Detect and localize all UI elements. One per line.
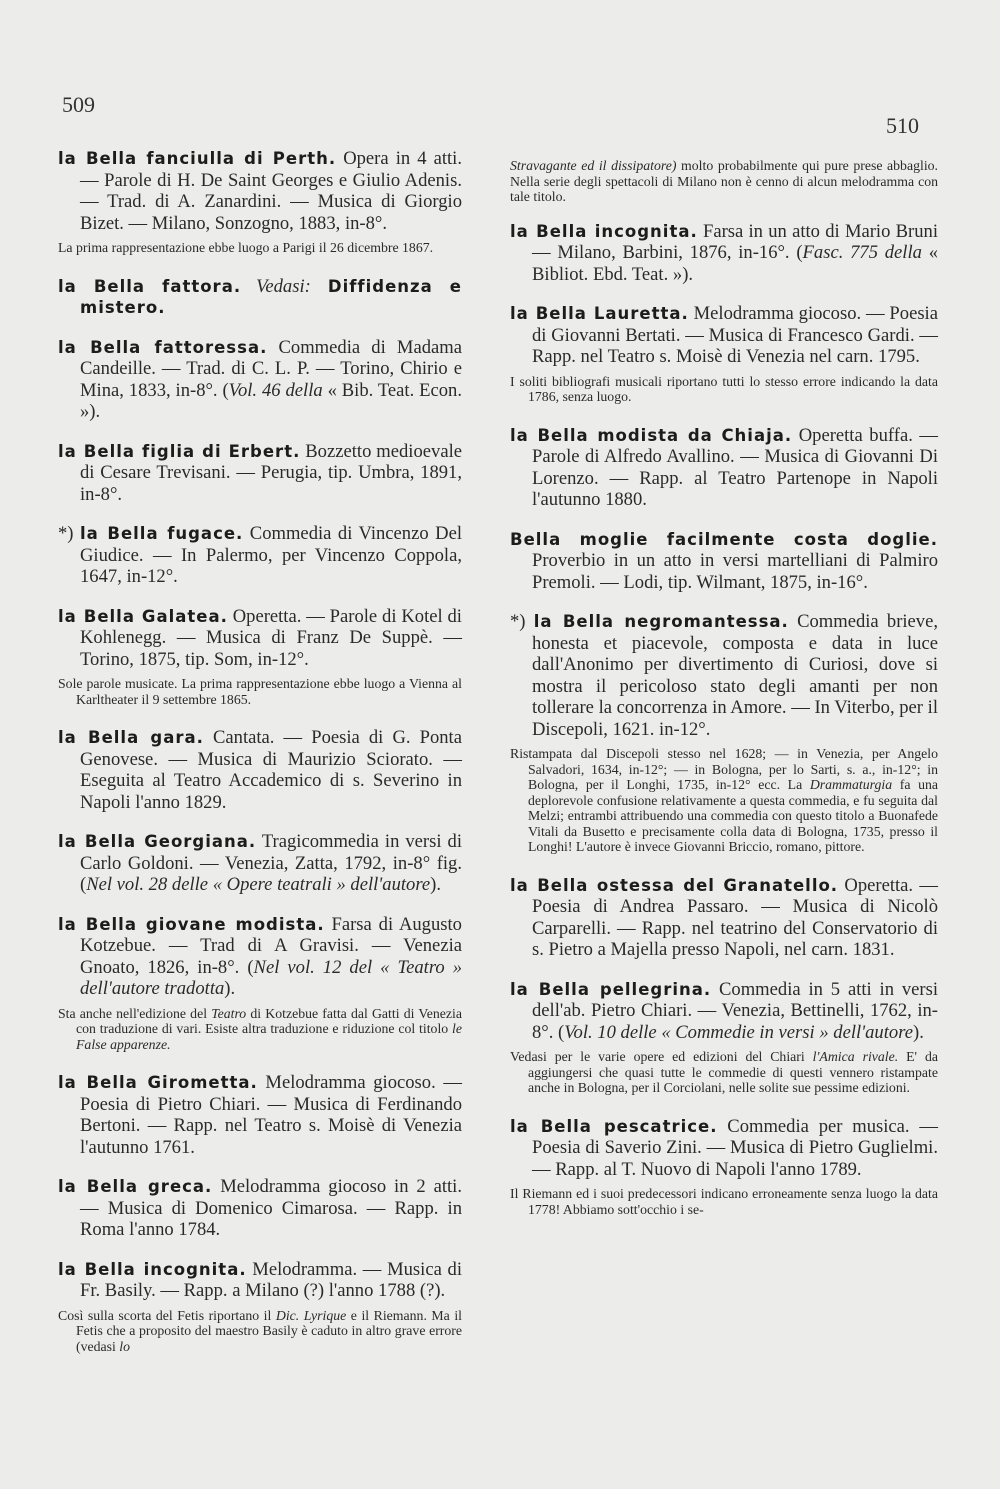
entry-text: Commedia in 5 atti in versi dell'ab. Pietro Chiari. — Venezia, Bettinelli, 1762, in-8°. ( [532, 978, 939, 1043]
note-text: Vedasi per le varie opere ed edizioni del Chiari [510, 1049, 813, 1064]
note-text: e il Riemann. Ma il Fetis che a proposito del maestro Basily è caduto in altro grave errore (vedasi [76, 1307, 462, 1354]
entry-headword: la Bella negromantessa. [533, 612, 789, 631]
entry-headword: la Bella ostessa del Granatello. [510, 875, 839, 895]
entry-headword: la Bella Girometta. [58, 1073, 258, 1092]
entry-text: Bozzetto medioevale di Cesare Trevisani. — Perugia, tip. Umbra, 1891, in-8°. [80, 440, 462, 505]
note-text: E' da aggiungersi che quasi tutte le commedie di questi vennero ristampate anche in Bologna, per il Corciolani, nelle solite sue pessime edizioni. [528, 1049, 938, 1095]
entry-text: « Bibliot. Ebd. Teat. »). [532, 242, 938, 285]
entry-text: Operetta buffa. — Parole di Alfredo Avallino. — Musica di Giovanni Di Lorenzo. — Rapp. al Teatro Partenope in Napoli l'autunno 1880. [532, 424, 939, 510]
entry-headword: la Bella incognita. [58, 1259, 247, 1279]
entry-note [510, 374, 938, 405]
catalog-entry [58, 1072, 462, 1158]
note-text: Sta anche nell'edizione del [58, 1005, 212, 1021]
entry-note [510, 1186, 938, 1217]
catalog-entry [510, 875, 938, 961]
entry-headword: la Bella pellegrina. [510, 979, 712, 999]
entry-text: Commedia per musica. — Poesia di Saverio Zini. — Musica di Pietro Guglielmi. — Rapp. al T. Nuovo di Napoli l'anno 1789. [532, 1115, 938, 1180]
entry-text: ). [224, 978, 236, 999]
entry-text: Operetta. — Poesia di Andrea Passaro. — Musica di Nicolò Carparelli. — Rapp. nel teatrino del Conservatorio di s. Pietro a Majella presso Napoli, nel carn. 1831. [532, 874, 938, 960]
catalog-entry [510, 221, 938, 286]
page-number-left: 509 [62, 92, 95, 117]
entry-headword: la Bella greca. [58, 1177, 213, 1196]
catalog-entry [58, 523, 462, 588]
entry-italic: Vol. 46 della [228, 379, 323, 401]
entry-headword: Bella moglie facilmente costa doglie. [510, 529, 938, 549]
catalog-entry [510, 529, 938, 594]
catalog-entry [510, 979, 938, 1044]
catalog-entry [58, 831, 462, 896]
entry-headword: la Bella fattora. [58, 276, 242, 296]
entry-text: Farsa di Augusto Kotzebue. — Trad di A Gravisi. — Venezia Gnoato, 1826, in-8°. ( [80, 913, 462, 978]
entry-italic: Nel vol. 28 delle « Opere teatrali » dell'autore [86, 874, 431, 895]
entry-headword: la Bella incognita. [510, 221, 698, 241]
note-text: di Kotzebue fatta dal Gatti di Venezia con traduzione di vari. Esiste altra traduzione e riduzione col titolo [76, 1005, 462, 1036]
right-column [510, 158, 938, 1237]
entry-note [510, 746, 938, 855]
note-text: Ristampata dal Discepoli stesso nel 1628; — in Venezia, per Angelo Salvadori, 1634, in-12°; — in Bologna, per lo Sarti, s. a., in-12°; in Bologna, per il Longhi, 1735, in-12° ecc. La [510, 746, 938, 792]
entry-crossref: Vedasi: [241, 275, 311, 297]
note-italic: Stravagante ed il dissipatore) [510, 158, 677, 173]
entry-headword: la Bella figlia di Erbert. [58, 441, 301, 461]
entry-headword: la Bella fugace. [80, 524, 244, 543]
note-text: molto probabilmente qui pure prese abbaglio. Nella serie degli spettacoli di Milano non è cenno di alcun melodramma con tale titolo. [510, 158, 938, 204]
entry-note [58, 1308, 462, 1355]
entry-italic: Vol. 10 delle « Commedie in versi » dell'autore [564, 1021, 913, 1043]
entry-text: ). [430, 874, 441, 895]
entry-text: Farsa in un atto di Mario Bruni — Milano, Barbini, 1876, in-16°. ( [532, 220, 938, 263]
entry-text: Melodramma giocoso. — Poesia di Giovanni Bertati. — Musica di Francesco Gardi. — Rapp. nel Teatro s. Moisè di Venezia nel carn. 1795. [532, 303, 938, 367]
entry-marker: *) [58, 523, 80, 544]
entry-text: Proverbio in un atto in versi martelliani di Palmiro Premoli. — Lodi, tip. Wilmant, 1875, in-16°. [532, 550, 938, 593]
note-italic: Dic. Lyrique [275, 1307, 347, 1323]
entry-text: ). [913, 1021, 924, 1043]
left-column [58, 148, 462, 1374]
catalog-entry [510, 1116, 938, 1181]
entry-text: Tragicommedia in versi di Carlo Goldoni. — Venezia, Zatta, 1792, in-8° fig. ( [80, 831, 462, 895]
entry-text: Cantata. — Poesia di G. Ponta Genovese. — Musica di Maurizio Sciorato. — Eseguita al Teatro Accademico di s. Severino in Napoli l'anno 1829. [80, 727, 462, 813]
note-text: fa una deplorevole confusione relativamente a questa commedia, e fu seguita dal Melzi; entrambi attribuendo una commedia con questo titolo a Buonafede Vitali da Busetto e precisamente colla data di Bologna, 1735, presso il Longhi! L'autore è invece Giovanni Briccio, romano, pittore. [528, 777, 938, 854]
catalog-entry [510, 611, 938, 740]
entry-marker: *) [510, 611, 534, 632]
catalog-entry [58, 914, 462, 1000]
entry-text: Melodramma giocoso in 2 atti. — Musica di Domenico Cimarosa. — Rapp. in Roma l'anno 1784. [80, 1176, 462, 1240]
entry-text: Commedia di Vincenzo Del Giudice. — In Palermo, per Vincenzo Coppola, 1647, in-12°. [80, 523, 462, 587]
catalog-entry [58, 441, 462, 506]
entry-headword: la Bella pescatrice. [510, 1116, 718, 1136]
catalog-entry [58, 1176, 462, 1241]
note-italic: Teatro [211, 1005, 247, 1021]
entry-text: « Bib. Teat. Econ. »). [80, 379, 462, 422]
catalog-entry [58, 606, 462, 671]
entry-text: Opera in 4 atti. — Parole di H. De Saint Georges e Giulio Adenis. — Trad. di A. Zanardini. — Musica di Giorgio Bizet. — Milano, Sonzogno, 1883, in-8°. [80, 148, 462, 234]
catalog-entry [58, 727, 462, 813]
note-italic: le False apparenze. [76, 1021, 462, 1052]
note-text: Sole parole musicate. La prima rappresentazione ebbe luogo a Vienna al Karltheater il 9 settembre 1865. [58, 676, 462, 707]
entry-italic: Nel vol. 12 del « Teatro » dell'autore tradotta [80, 956, 462, 999]
note-italic: lo [119, 1338, 131, 1354]
entry-text: Melodramma. — Musica di Fr. Basily. — Rapp. a Milano (?) l'anno 1788 (?). [80, 1258, 462, 1301]
catalog-entry [58, 337, 462, 423]
entry-headword: la Bella Lauretta. [510, 304, 689, 323]
entry-headword: la Bella giovane modista. [58, 914, 325, 934]
catalog-entry [510, 425, 938, 511]
note-text: Il Riemann ed i suoi predecessori indicano erroneamente senza luogo la data 1778! Abbiamo sott'occhio i se- [510, 1186, 938, 1217]
entry-text: Commedia di Madama Candeille. — Trad. di C. L. P. — Torino, Chirio e Mina, 1833, in-8°. ( [80, 336, 462, 401]
entry-note [58, 1006, 462, 1053]
entry-text: Operetta. — Parole di Kotel di Kohlenegg. — Musica di Franz De Suppè. — Torino, 1875, tip. Som, in-12°. [80, 605, 462, 670]
entry-note [510, 158, 938, 205]
entry-italic: Fasc. 775 della [802, 242, 922, 263]
entry-note [510, 1049, 938, 1096]
entry-headword: la Bella fattoressa. [58, 337, 268, 357]
entry-headword: la Bella modista da Chiaja. [510, 425, 793, 445]
catalog-entry [58, 276, 462, 319]
entry-headword: la Bella fanciulla di Perth. [58, 149, 337, 168]
entry-headword: la Bella Georgiana. [58, 832, 257, 851]
catalog-entry [510, 303, 938, 368]
entry-note [58, 240, 462, 256]
note-text: I soliti bibliografi musicali riportano tutti lo stesso errore indicando la data 1786, senza luogo. [510, 373, 938, 404]
note-italic: Drammaturgia [809, 777, 893, 792]
note-italic: l'Amica rivale. [812, 1049, 899, 1064]
catalog-entry [58, 148, 462, 234]
catalog-entry [58, 1259, 462, 1302]
entry-headword: la Bella gara. [58, 728, 204, 747]
note-text: Così sulla scorta del Fetis riportano il [58, 1307, 276, 1323]
note-text: La prima rappresentazione ebbe luogo a Parigi il 26 dicembre 1867. [58, 240, 434, 255]
entry-crossref-target: Diffidenza e mistero. [80, 276, 463, 317]
entry-text: Commedia brieve, honesta et piacevole, composta e data in luce dall'Anonimo per divertimento di Curiosi, dove si mostra il pericoloso stato degli amanti per non tollerare la concorrenza in Amore. — In Viterbo, per il Discepoli, 1621. in-12°. [532, 611, 938, 740]
entry-headword: la Bella Galatea. [58, 606, 228, 626]
entry-note [58, 676, 462, 707]
page-number-right: 510 [886, 113, 919, 138]
entry-text: Melodramma giocoso. — Poesia di Pietro Chiari. — Musica di Ferdinando Bertoni. — Rapp. nel Teatro s. Moisè di Venezia l'autunno 1761. [80, 1072, 462, 1158]
